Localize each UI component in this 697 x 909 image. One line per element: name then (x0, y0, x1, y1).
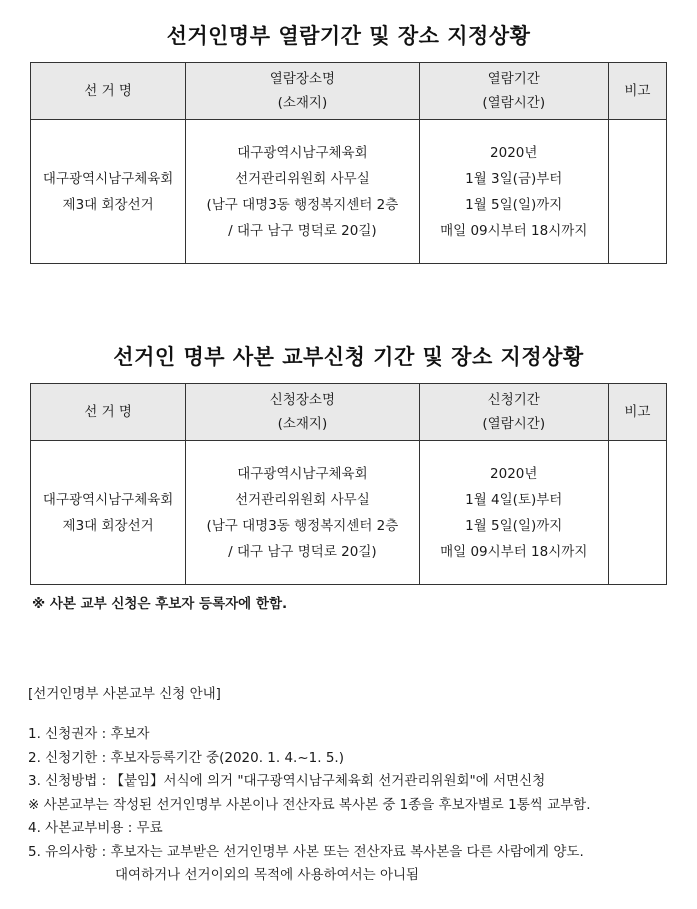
cell-period: 2020년 1월 4일(토)부터 1월 5일(일)까지 매일 09시부터 18시까지 (419, 441, 608, 585)
cell-election-name: 대구광역시남구체육회 제3대 회장선거 (31, 441, 186, 585)
section1-title: 선거인명부 열람기간 및 장소 지정상황 (166, 24, 531, 48)
section2-title: 선거인 명부 사본 교부신청 기간 및 장소 지정상황 (113, 345, 584, 369)
cell-place: 대구광역시남구체육회 선거관리위원회 사무실 (남구 대명3동 행정복지센터 2층 / 대구 남구 명덕로 20길) (186, 441, 419, 585)
header-place: 열람장소명 (소재지) (186, 63, 419, 120)
list-item: 4. 사본교부비용 : 무료 (28, 820, 163, 836)
list-item: 2. 신청기한 : 후보자등록기간 중(2020. 1. 4.~1. 5.) (28, 749, 344, 766)
guide-list (28, 723, 678, 888)
cell-election-name: 대구광역시남구체육회 제3대 회장선거 (31, 120, 186, 264)
guide-title: [선거인명부 사본교부 신청 안내] (28, 686, 221, 702)
table-row (31, 441, 667, 585)
viewing-schedule-table (30, 62, 667, 264)
cell-remark (608, 441, 666, 585)
list-item: 1. 신청권자 : 후보자 (28, 726, 150, 742)
table-header-row (31, 63, 667, 120)
list-item: ※ 사본교부는 작성된 선거인명부 사본이나 전산자료 복사본 중 1종을 후보자별로 1통씩 교부함. (28, 796, 591, 813)
restriction-note: ※ 사본 교부 신청은 후보자 등록자에 한함. (32, 596, 288, 612)
table-header-row (31, 384, 667, 441)
cell-period: 2020년 1월 3일(금)부터 1월 5일(일)까지 매일 09시부터 18시까지 (419, 120, 608, 264)
list-item: 3. 신청방법 : 【붙임】서식에 의거 "대구광역시남구체육회 선거관리위원회"에 서면신청 (28, 773, 546, 789)
cell-remark (608, 120, 666, 264)
header-place: 신청장소명 (소재지) (186, 384, 419, 441)
cell-place: 대구광역시남구체육회 선거관리위원회 사무실 (남구 대명3동 행정복지센터 2층 / 대구 남구 명덕로 20길) (186, 120, 419, 264)
copy-request-schedule-table (30, 383, 667, 585)
list-item: 5. 유의사항 : 후보자는 교부받은 선거인명부 사본 또는 전산자료 복사본을 다른 사람에게 양도. (28, 843, 584, 860)
header-period: 열람기간 (열람시간) (419, 63, 608, 120)
header-election-name: 선 거 명 (31, 63, 186, 120)
header-remark: 비고 (608, 384, 666, 441)
header-period: 신청기간 (열람시간) (419, 384, 608, 441)
header-election-name: 선 거 명 (31, 384, 186, 441)
header-remark: 비고 (608, 63, 666, 120)
list-item-continuation: 대여하거나 선거이외의 목적에 사용하여서는 아니됨 (115, 867, 420, 883)
table-row (31, 120, 667, 264)
